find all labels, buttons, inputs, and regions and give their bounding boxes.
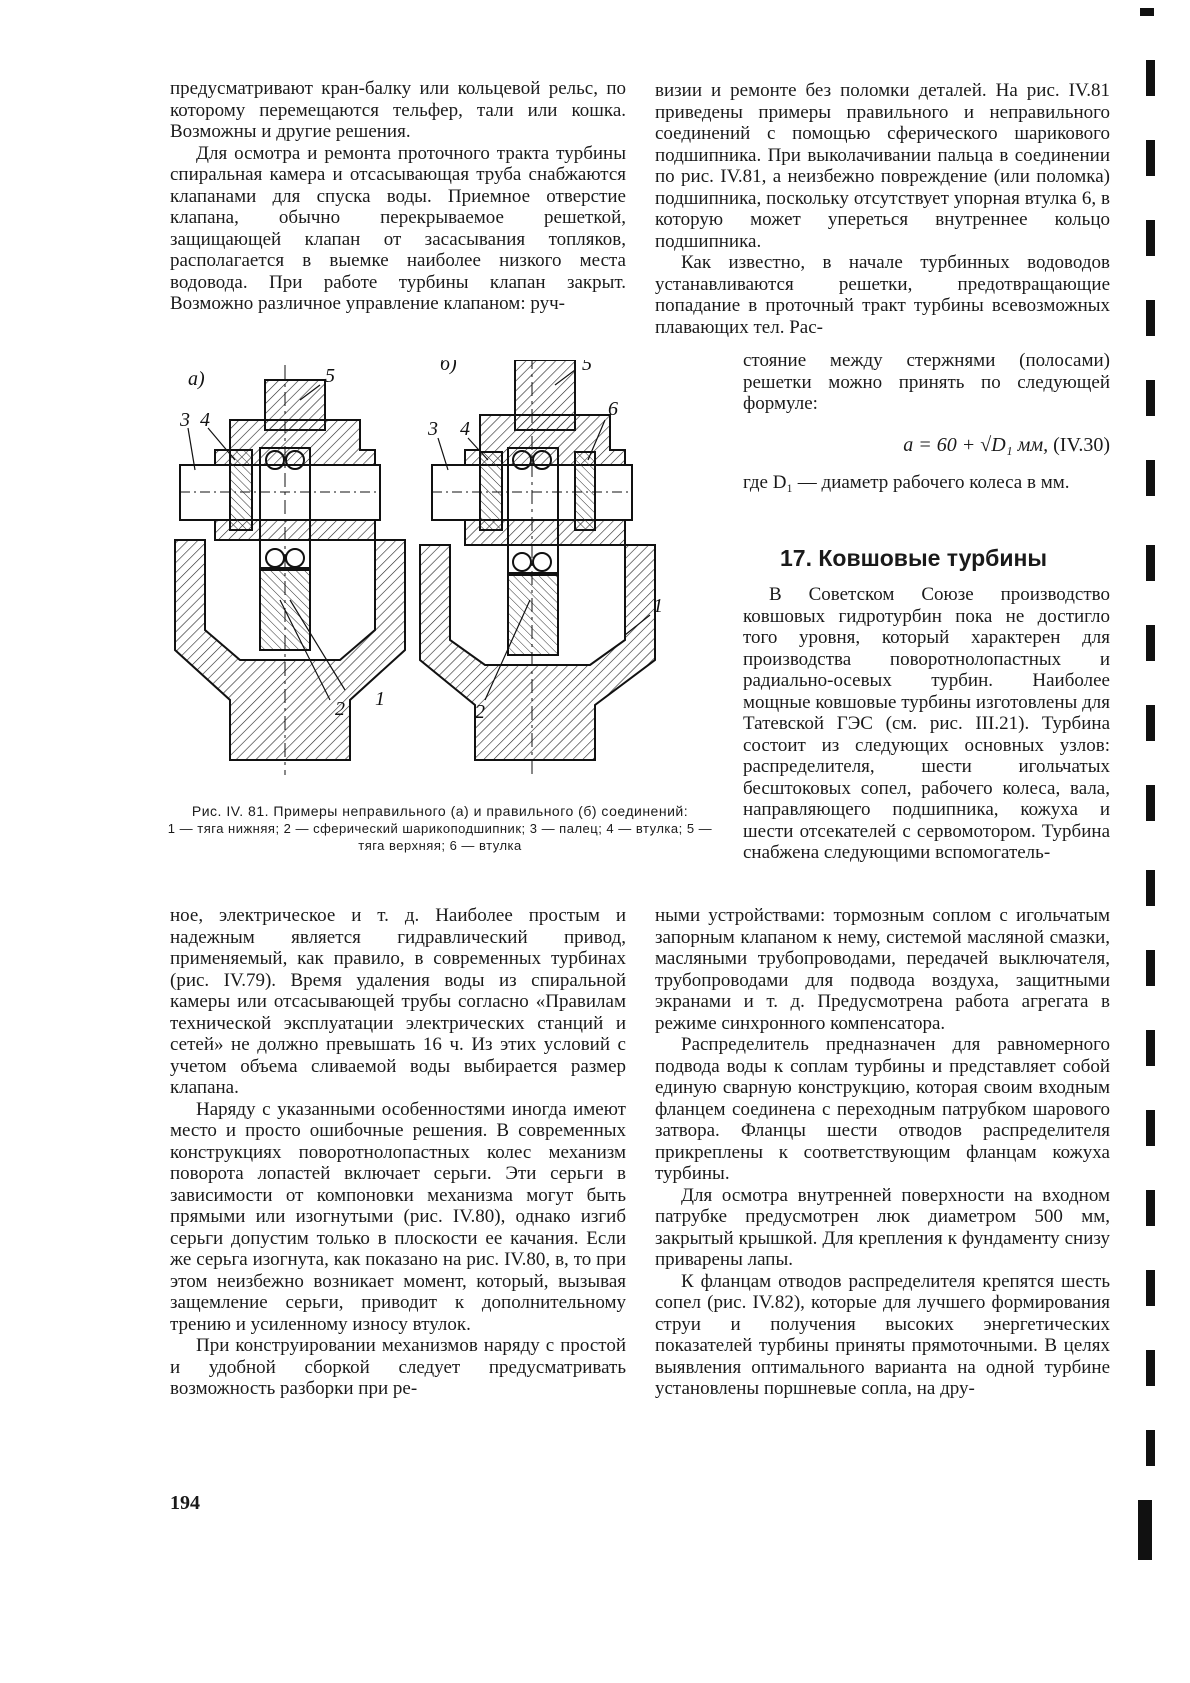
figure-iv-81 [170, 360, 730, 790]
callout-5b: 5 [582, 360, 592, 375]
paragraph: предусматривают кран-балку или кольцевой рельс, по которому перемещаются тельфер, тали или кошка. Возможны и другие решения. [170, 78, 626, 142]
callout-5a: 5 [325, 365, 335, 387]
paragraph: визии и ремонте без поломки деталей. На рис. IV.81 приведены примеры правильного и неправильного соединений с помощью сферического шарикового подшипника. При выколачивании пальца в соединении по рис. IV.81, а неизбежно повреждение (или поломка) подшипника, поскольку отсутствует упорная втулка 6, в которую может упереться внутреннее кольцо подшипника. [655, 80, 1110, 252]
callout-4a: 4 [200, 409, 210, 431]
callout-1a: 1 [375, 688, 385, 710]
formula-explanation [743, 472, 1110, 494]
left-column-bottom [170, 905, 626, 1400]
figure-label-a: а) [188, 368, 205, 390]
paragraph: Для осмотра внутренней поверхности на входном патрубке предусмотрен люк диаметром 500 мм, закрытый крышкой. Для крепления к фундаменту снизу приварены лапы. [655, 1184, 1110, 1270]
paragraph: В Советском Союзе производство ковшовых гидротурбин пока не достигло того уровня, который характерен для производства поворотнолопастных и радиально-осевых турбин. Наиболее мощные ковшовые турбины изготовлены для Татевской ГЭС (см. рис. III.21). Турбина состоит из следующих основных узлов: распределителя, шести игольчатых бесштоковых сопел, рабочего колеса, вала, направляющего подшипника, кожуха и шести отсекателей с сервомотором. Турбина снабжена следующими вспомогатель- [743, 584, 1110, 863]
callout-2b: 2 [475, 701, 485, 723]
right-column-mid [743, 584, 1110, 864]
callout-3a: 3 [180, 409, 190, 431]
callout-3b: 3 [428, 418, 438, 440]
formula-number: (IV.30) [1053, 434, 1110, 456]
left-column-top [170, 78, 626, 315]
callout-2a: 2 [335, 698, 345, 720]
variant-b-drawing [420, 360, 655, 775]
paragraph: Как известно, в начале турбинных водоводов устанавливаются решетки, предотвращающие попадание в проточный тракт турбины всевозможных плавающих тел. Рас- [655, 252, 1110, 338]
paragraph: Для осмотра и ремонта проточного тракта турбины спиральная камера и отсасывающая труба снабжаются клапанами для спуска воды. Приемное отверстие клапана, обычно перекрываемое решеткой, защищающей клапан от засасывания топляков, располагается в выемке наиболее низкого места водовода. При работе турбины клапан закрыт. Возможно различное управление клапаном: руч- [170, 142, 626, 314]
paragraph: К фланцам отводов распределителя крепятся шесть сопел (рис. IV.82), которые для лучшего формирования струи и получения высоких энергетических показателей турбины приняты прямоточными. В целях выявления оптимального варианта на одной турбине установлены поршневые сопла, на дру- [655, 1270, 1110, 1399]
caption-legend: 1 — тяга нижняя; 2 — сферический шарикоподшипник; 3 — палец; 4 — втулка; 5 — тяга верхняя; 6 — втулка [167, 821, 713, 853]
paragraph: где D₁ — диаметр рабочего колеса в мм. [743, 472, 1070, 493]
paragraph: ное, электрическое и т. д. Наиболее простым и надежным является гидравлический привод, применяемый, как правило, в современных турбинах (рис. IV.79). Время удаления воды из спиральной камеры или отсасывающей трубы согласно «Правилам технической эксплуатации электрических станций и сетей» не должно превышать 16 ч. Из этих условий с учетом объема сливаемой воды выбирается размер клапана. [170, 905, 626, 1098]
paragraph: При конструировании механизмов наряду с простой и удобной сборкой следует предусматривать возможность разборки при ре- [170, 1335, 626, 1399]
paragraph: Распределитель предназначен для равномерного подвода воды к соплам турбины и представляет собой единую сварную конструкцию, которая своим входным фланцем соединена с переходным патрубком шарового затвора. Фланцы шести отводов распределителя прикреплены к соответствующим фланцам кожуха турбины. [655, 1034, 1110, 1184]
right-column-narrow [743, 350, 1110, 415]
paragraph: Наряду с указанными особенностями иногда имеют место и просто ошибочные решения. В современных конструкциях поворотнолопастных колес механизм поворота лопастей включает серьги. Эти серьги в зависимости от компоновки механизма могут быть прямыми или изогнутыми (рис. IV.80), однако изгиб серьги допустим только в плоскости ее качания. Если же серьга изогнута, как показано на рис. IV.80, в, то при этом неизбежно возникает момент, который, вызывая защемление серьги, приводит к дополнительному трению и усиленному износу втулок. [170, 1098, 626, 1335]
formula-iv-30 [800, 434, 1110, 457]
figure-drawing [170, 360, 730, 790]
formula-expression: a = 60 + √D₁ мм, [903, 434, 1049, 456]
right-column-top [655, 80, 1110, 338]
paragraph: стояние между стержнями (полосами) решетки можно принять по следующей формуле: [743, 350, 1110, 414]
callout-4b: 4 [460, 418, 470, 440]
paragraph: ными устройствами: тормозным соплом с игольчатым запорным клапаном к нему, системой масляной смазки, масляными трубопроводами, передачей выключателя, трубопроводами для подвода воздуха, защитными экранами и т. д. Предусмотрена работа агрегата в режиме синхронного компенсатора. [655, 905, 1110, 1034]
page-number: 194 [170, 1492, 200, 1514]
callout-6b: 6 [608, 398, 618, 420]
right-column-bottom [655, 905, 1110, 1400]
figure-caption [160, 803, 720, 854]
section-heading: 17. Ковшовые турбины [780, 545, 1048, 571]
callout-1b: 1 [653, 595, 663, 617]
figure-label-b: б) [440, 360, 457, 375]
caption-title: Рис. IV. 81. Примеры неправильного (а) и правильного (б) соединений: [191, 803, 689, 819]
